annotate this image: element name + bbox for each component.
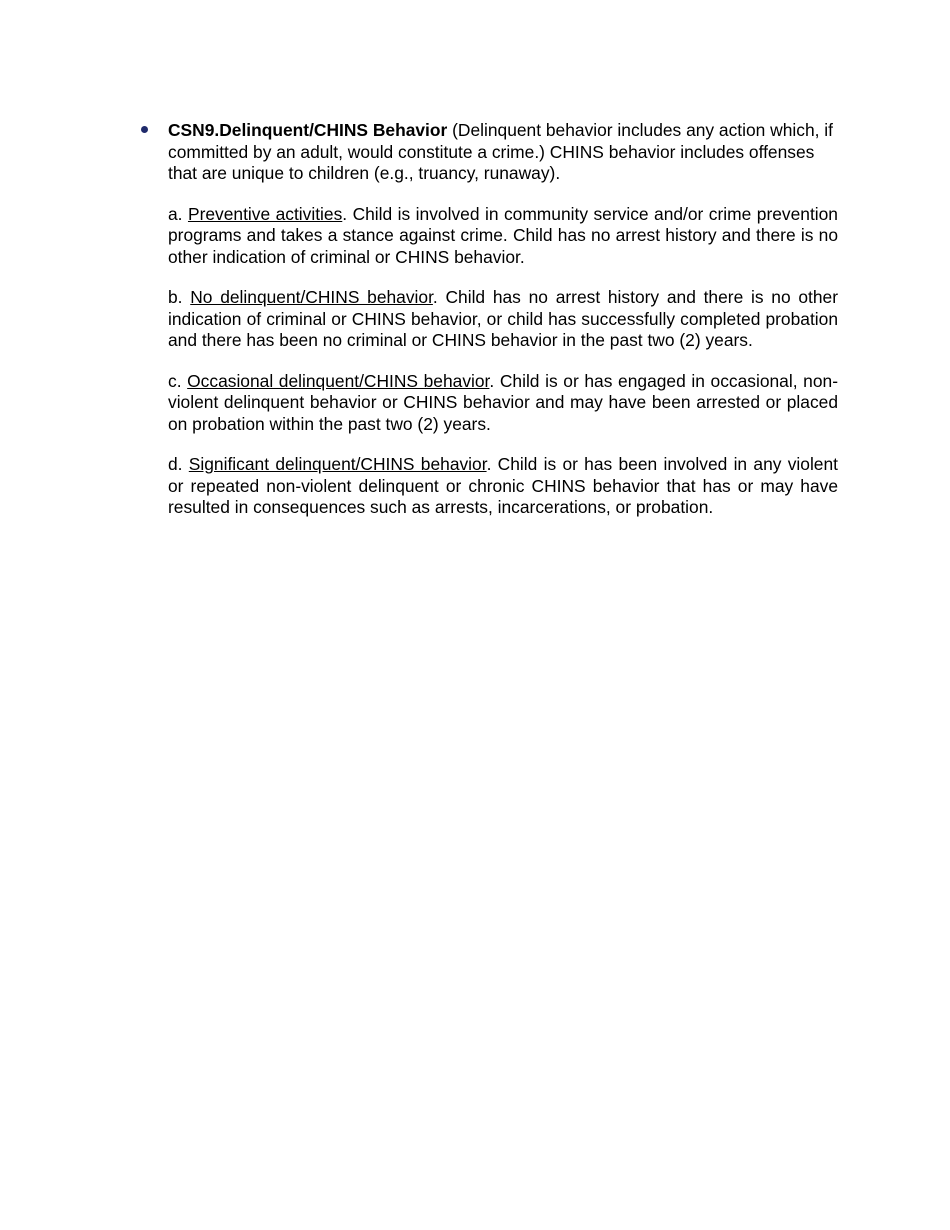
option-text: . Child has no arrest history and there is no other indication of criminal or CHINS behavior, or child has successfully completed probation and there has been no criminal or CHINS behavior in the past two (2) years. [168, 287, 838, 350]
option-b [168, 287, 838, 352]
option-text: . Child is involved in community service and/or crime prevention programs and takes a stance against crime. Child has no arrest history and there is no other indication of criminal or CHINS behavior. [168, 203, 838, 267]
option-letter: a. [168, 203, 188, 224]
option-d [168, 454, 838, 519]
item-code: CSN9. [168, 120, 220, 140]
option-letter: d. [168, 454, 189, 474]
item-content [168, 120, 838, 538]
option-text: . Child is or has been involved in any violent or repeated non-violent delinquent or chronic CHINS behavior that has or may have resulted in consequences such as arrests, incarcerations, or probation. [168, 454, 838, 517]
option-c [168, 371, 838, 436]
item-intro: (Delinquent behavior includes any action which, if committed by an adult, would constitute a crime.) CHINS behavior includes offenses that are unique to children (e.g., truancy, runaway). [168, 120, 833, 183]
option-label: Preventive activities [187, 203, 343, 224]
item-title: Delinquent/CHINS Behavior [219, 120, 448, 140]
item-heading [168, 120, 838, 185]
option-letter: c. [168, 370, 188, 391]
option-letter: b. [168, 287, 191, 307]
bullet-icon [141, 126, 148, 133]
option-label: Significant delinquent/CHINS behavior [188, 454, 487, 474]
option-a [168, 204, 838, 269]
option-label: Occasional delinquent/CHINS behavior [187, 370, 490, 391]
option-label: No delinquent/CHINS behavior [190, 287, 433, 307]
option-text: . Child is or has engaged in occasional, non-violent delinquent behavior or CHINS behavior and may have been arrested or placed on probation within the past two (2) years. [168, 370, 838, 434]
